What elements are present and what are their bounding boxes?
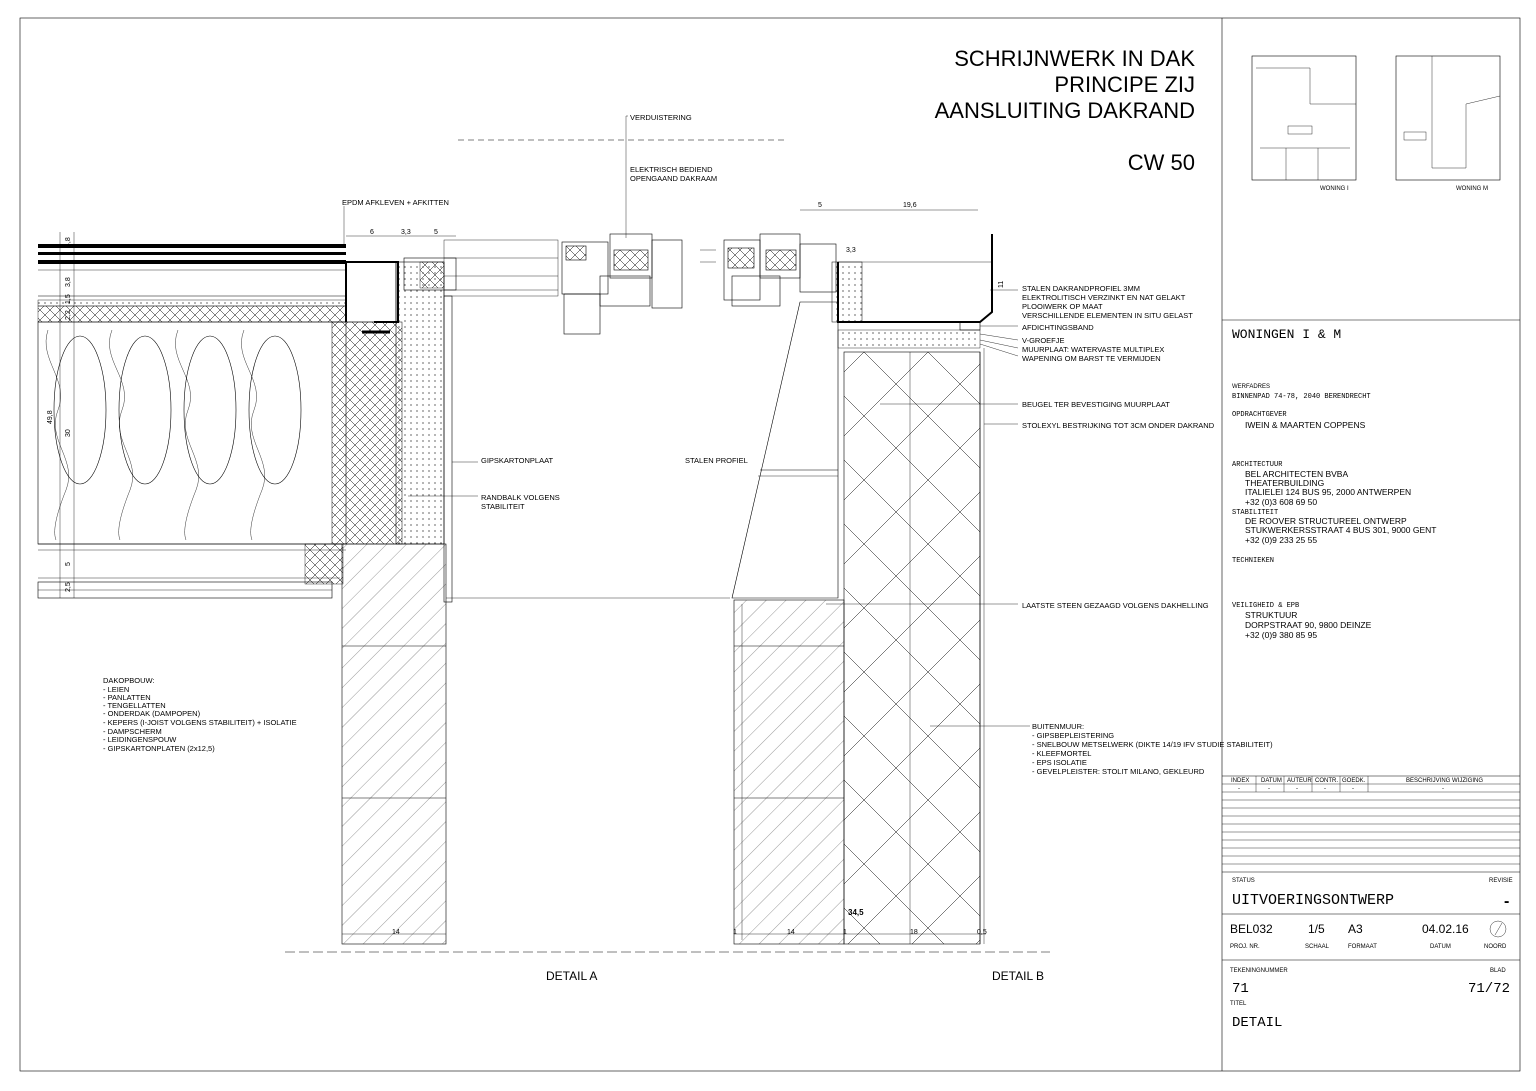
dim-b-bottom: 1	[733, 929, 737, 936]
label-dakraam-2: OPENGAAND DAKRAAM	[630, 174, 718, 183]
stalen-profiel	[732, 302, 838, 598]
dim-b-bottom: 1	[843, 929, 847, 936]
label-afdichtingsband: AFDICHTINGSBAND	[1022, 323, 1094, 332]
rev-cell: -	[1352, 786, 1354, 792]
dim-a-left: 30	[65, 429, 72, 437]
architectuur-line: BEL ARCHITECTEN BVBA	[1245, 469, 1349, 479]
label-beugel: BEUGEL TER BEVESTIGING MUURPLAAT	[1022, 400, 1170, 409]
dim-b-top: 19,6	[903, 202, 917, 209]
buitenmuur-item: - GEVELPLEISTER: STOLIT MILANO, GEKLEURD	[1032, 767, 1205, 776]
veiligheid-label: VEILIGHEID & EPB	[1232, 602, 1300, 610]
revisie-value: -	[1504, 893, 1510, 910]
revisie-label: REVISIE	[1489, 878, 1513, 884]
tengellatten	[38, 306, 346, 322]
buitenmuur-item: - KLEEFMORTEL	[1032, 749, 1092, 758]
blad-label: BLAD	[1490, 968, 1506, 974]
formaat: A3	[1348, 922, 1363, 936]
drawing-title	[935, 46, 1196, 175]
title-line1: SCHRIJNWERK IN DAK	[954, 46, 1195, 71]
dakopbouw-legend	[103, 676, 297, 753]
dakopbouw-item: - KEPERS (I-JOIST VOLGENS STABILITEIT) + ISOLATIE	[103, 718, 297, 727]
werfadres: BINNENPAD 74-78, 2040 BERENDRECHT	[1232, 393, 1371, 401]
dim-a-total: 49,8	[47, 410, 54, 424]
dim-b-bottom: 14	[787, 929, 795, 936]
dakopbouw-item: - TENGELLATTEN	[103, 701, 166, 710]
label-dakrand-4: VERSCHILLENDE ELEMENTEN IN SITU GELAST	[1022, 311, 1193, 320]
dim-a-top: 6	[370, 229, 374, 236]
dim-a-left: 1,5	[65, 294, 72, 304]
buitenmuur-item: - SNELBOUW METSELWERK (DIKTE 14/19 IFV STUDIE STABILITEIT)	[1032, 740, 1273, 749]
label-dakraam-1: ELEKTRISCH BEDIEND	[630, 165, 713, 174]
buitenmuur-item: - EPS ISOLATIE	[1032, 758, 1087, 767]
title-line2: PRINCIPE ZIJ	[1054, 72, 1195, 97]
werfadres-label: WERFADRES	[1232, 384, 1271, 390]
stabiliteit-line: DE ROOVER STRUCTUREEL ONTWERP	[1245, 516, 1407, 526]
veiligheid-line: +32 (0)9 380 85 95	[1245, 630, 1318, 640]
roof-slates	[38, 244, 346, 248]
kepers-section	[332, 322, 402, 544]
thumb-woning-m	[1396, 56, 1500, 180]
randbalk	[396, 262, 444, 544]
rev-cell: -	[1238, 786, 1240, 792]
dim-b-side: 11	[998, 280, 1005, 288]
technieken-label: TECHNIEKEN	[1232, 557, 1275, 565]
label-dakrand-1: STALEN DAKRANDPROFIEL 3MM	[1022, 284, 1140, 293]
dim-b-top: 5	[818, 202, 822, 209]
veiligheid-line: STRUKTUUR	[1245, 610, 1298, 620]
north-arrow-icon	[1490, 921, 1506, 937]
label-dakrand-3: PLOOIWERK OP MAAT	[1022, 302, 1103, 311]
dakopbouw-item: - PANLATTEN	[103, 693, 151, 702]
dakraam-frame	[562, 234, 836, 334]
stabiliteit-line: +32 (0)9 233 25 55	[1245, 535, 1318, 545]
dakopbouw-item: - ONDERDAK (DAMPOPEN)	[103, 709, 201, 718]
label-laatste-steen: LAATSTE STEEN GEZAAGD VOLGENS DAKHELLING	[1022, 601, 1209, 610]
label-detail-a: DETAIL A	[546, 969, 598, 983]
rev-header: CONTR.	[1315, 778, 1338, 784]
rev-cell: -	[1324, 786, 1326, 792]
architectuur-line: +32 (0)3 608 69 50	[1245, 497, 1318, 507]
proj-nr: BEL032	[1230, 922, 1273, 936]
dakopbouw-item: - DAMPSCHERM	[103, 727, 162, 736]
dim-a-bottom: 14	[392, 929, 400, 936]
label-stolexyl: STOLEXYL BESTRIJKING TOT 3CM ONDER DAKRAND	[1022, 421, 1215, 430]
dim-a-left: 5	[65, 562, 72, 566]
label-wapening: WAPENING OM BARST TE VERMIJDEN	[1022, 354, 1161, 363]
dim-a-left: 4,8	[65, 237, 72, 247]
architectuur-line: ITALIELEI 124 BUS 95, 2000 ANTWERPEN	[1245, 487, 1412, 497]
architectuur-label: ARCHITECTUUR	[1232, 461, 1283, 469]
dim-a-top: 5	[434, 229, 438, 236]
noord-label: NOORD	[1484, 944, 1507, 950]
label-detail-b: DETAIL B	[992, 969, 1045, 983]
schaal-label: SCHAAL	[1305, 944, 1330, 950]
label-dakrand-2: ELEKTROLITISCH VERZINKT EN NAT GELAKT	[1022, 293, 1186, 302]
project-name: WONINGEN I & M	[1232, 327, 1342, 342]
datum-label: DATUM	[1430, 944, 1451, 950]
label-stalen-profiel: STALEN PROFIEL	[685, 456, 748, 465]
rev-cell: -	[1296, 786, 1298, 792]
thumb-label-left: WONING I	[1320, 186, 1349, 192]
label-epdm: EPDM AFKLEVEN + AFKITTEN	[342, 198, 449, 207]
label-vgroefje: V-GROEFJE	[1022, 336, 1065, 345]
rev-header: GOEDK.	[1342, 778, 1366, 784]
label-gipskarton: GIPSKARTONPLAAT	[481, 456, 554, 465]
buitenmuur-item: - GIPSBEPLEISTERING	[1032, 731, 1115, 740]
thumb-woning-i	[1252, 56, 1356, 180]
muurplaat	[838, 330, 980, 348]
wall-b	[734, 600, 844, 944]
tekeningnummer: 71	[1232, 981, 1249, 997]
rev-header: AUTEUR	[1287, 778, 1312, 784]
eps-isolatie	[844, 352, 980, 944]
titel: DETAIL	[1232, 1015, 1283, 1031]
architectuur-line: THEATERBUILDING	[1245, 478, 1325, 488]
datum: 04.02.16	[1422, 922, 1469, 936]
blad: 71/72	[1467, 981, 1510, 997]
proj-nr-label: PROJ. NR.	[1230, 944, 1260, 950]
dim-b-total: 34,5	[848, 908, 864, 917]
detail-b	[732, 234, 992, 944]
dim-b-bottom: 18	[910, 929, 918, 936]
rev-header: BESCHRIJVING WIJZIGING	[1406, 778, 1484, 784]
dakopbouw-heading: DAKOPBOUW:	[103, 676, 155, 685]
tekeningnummer-label: TEKENINGNUMMER	[1230, 968, 1288, 974]
titel-label: TITEL	[1230, 1001, 1247, 1007]
buitenmuur-legend	[1032, 722, 1273, 776]
title-code: CW 50	[1127, 150, 1195, 175]
formaat-label: FORMAAT	[1348, 944, 1377, 950]
wall-a	[342, 544, 446, 944]
label-muurplaat: MUURPLAAT: WATERVASTE MULTIPLEX	[1022, 345, 1165, 354]
rev-cell: -	[1442, 786, 1444, 792]
label-randbalk-1: RANDBALK VOLGENS	[481, 493, 560, 502]
opdrachtgever: IWEIN & MAARTEN COPPENS	[1245, 420, 1366, 430]
dim-b-bottom: 0,5	[977, 929, 987, 936]
label-verduistering: VERDUISTERING	[630, 113, 692, 122]
dakopbouw-item: - LEIDINGENSPOUW	[103, 735, 177, 744]
thumb-label-right: WONING M	[1456, 186, 1488, 192]
rev-header: DATUM	[1261, 778, 1282, 784]
dim-a-left: 3,8	[65, 277, 72, 287]
title-block	[1222, 320, 1520, 1031]
rev-header: INDEX	[1231, 778, 1250, 784]
dim-b-small: 3,3	[846, 247, 856, 254]
schaal: 1/5	[1308, 922, 1325, 936]
dakopbouw-item: - GIPSKARTONPLATEN (2x12,5)	[103, 744, 215, 753]
title-line3: AANSLUITING DAKRAND	[934, 98, 1195, 123]
dakopbouw-item: - LEIEN	[103, 685, 130, 694]
status-value: UITVOERINGSONTWERP	[1232, 892, 1395, 909]
opdrachtgever-label: OPDRACHTGEVER	[1232, 411, 1287, 419]
status-label: STATUS	[1232, 878, 1255, 884]
label-randbalk-2: STABILITEIT	[481, 502, 525, 511]
revision-table	[1222, 776, 1520, 864]
dim-a-left: 2,2	[65, 310, 72, 320]
stabiliteit-label: STABILITEIT	[1232, 509, 1279, 517]
veiligheid-line: DORPSTRAAT 90, 9800 DEINZE	[1245, 620, 1372, 630]
buitenmuur-heading: BUITENMUUR:	[1032, 722, 1085, 731]
thumbnails	[1252, 56, 1500, 192]
stabiliteit-line: STUKWERKERSSTRAAT 4 BUS 301, 9000 GENT	[1245, 525, 1437, 535]
dim-a-left: 2,5	[65, 582, 72, 592]
dim-a-top: 3,3	[401, 229, 411, 236]
rev-cell: -	[1268, 786, 1270, 792]
